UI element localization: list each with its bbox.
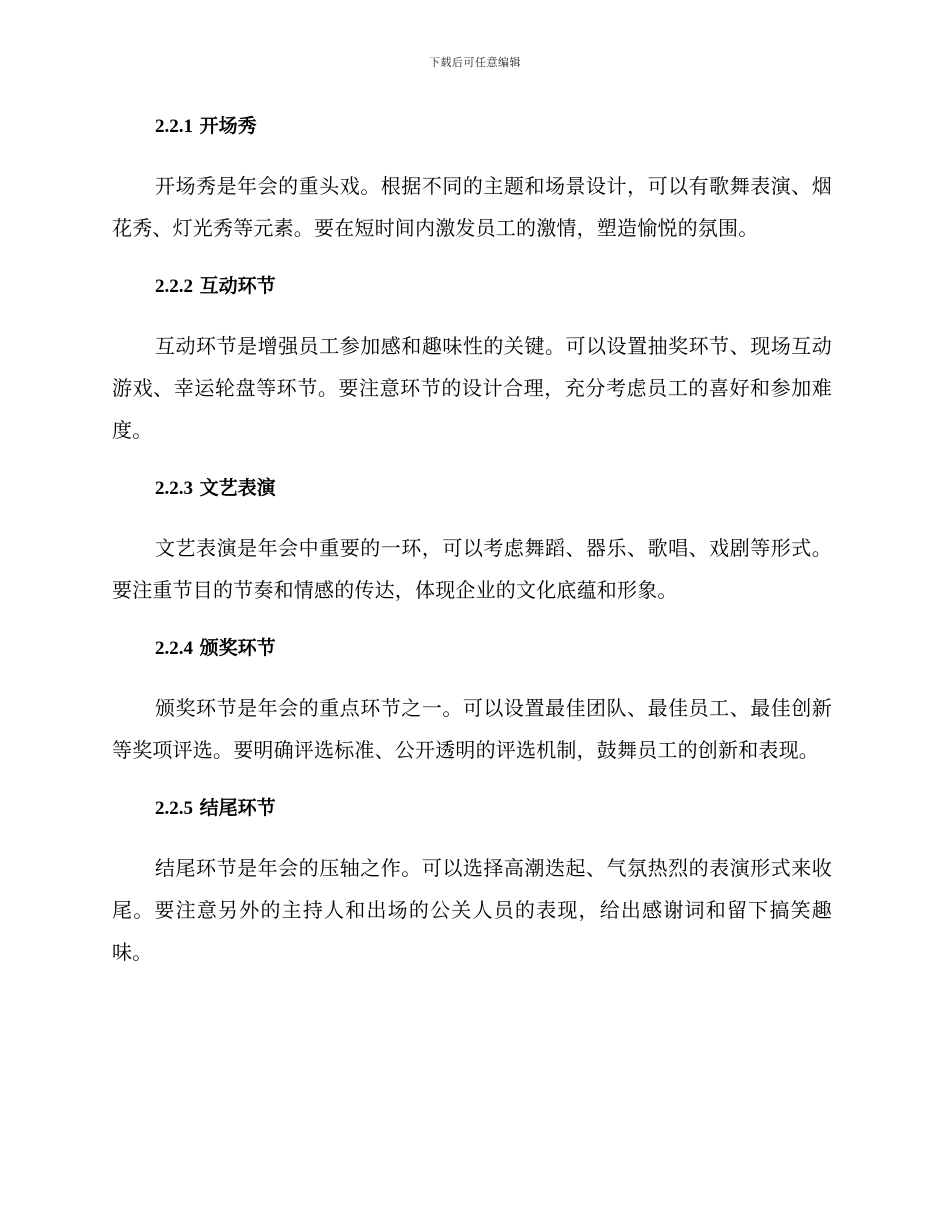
section-title: 互动环节 — [199, 275, 276, 297]
section-paragraph: 开场秀是年会的重头戏。根据不同的主题和场景设计，可以有歌舞表演、烟花秀、灯光秀等元素。要在短时间内激发员工的激情，塑造愉悦的氛围。 — [112, 174, 832, 240]
section-title: 结尾环节 — [199, 797, 276, 819]
section-title: 颁奖环节 — [199, 637, 276, 659]
section-heading — [155, 272, 832, 301]
section-heading — [155, 112, 832, 141]
section-heading — [155, 474, 832, 503]
section-2-2-5 — [112, 794, 832, 973]
section-paragraph: 结尾环节是年会的压轴之作。可以选择高潮迭起、气氛热烈的表演形式来收尾。要注意另外的主持人和出场的公关人员的表现，给出感谢词和留下搞笑趣味。 — [112, 856, 832, 964]
section-number: 2.2.1 — [155, 116, 193, 137]
section-paragraph: 文艺表演是年会中重要的一环，可以考虑舞蹈、器乐、歌唱、戏剧等形式。要注重节目的节奏和情感的传达，体现企业的文化底蕴和形象。 — [112, 536, 832, 602]
section-paragraph: 互动环节是增强员工参加感和趣味性的关键。可以设置抽奖环节、现场互动游戏、幸运轮盘等环节。要注意环节的设计合理，充分考虑员工的喜好和参加难度。 — [112, 334, 832, 442]
section-number: 2.2.3 — [155, 478, 193, 499]
section-2-2-4 — [112, 634, 832, 771]
section-2-2-3 — [112, 474, 832, 611]
section-number: 2.2.2 — [155, 276, 193, 297]
section-2-2-1 — [112, 112, 832, 249]
page-header: 下载后可任意编辑 — [429, 56, 521, 69]
section-heading — [155, 794, 832, 823]
section-number: 2.2.5 — [155, 798, 193, 819]
section-heading — [155, 634, 832, 663]
section-paragraph: 颁奖环节是年会的重点环节之一。可以设置最佳团队、最佳员工、最佳创新等奖项评选。要明确评选标准、公开透明的评选机制，鼓舞员工的创新和表现。 — [112, 696, 832, 762]
section-title: 开场秀 — [199, 115, 257, 137]
section-2-2-2 — [112, 272, 832, 451]
document-body — [112, 112, 832, 996]
section-number: 2.2.4 — [155, 638, 193, 659]
section-title: 文艺表演 — [199, 477, 276, 499]
